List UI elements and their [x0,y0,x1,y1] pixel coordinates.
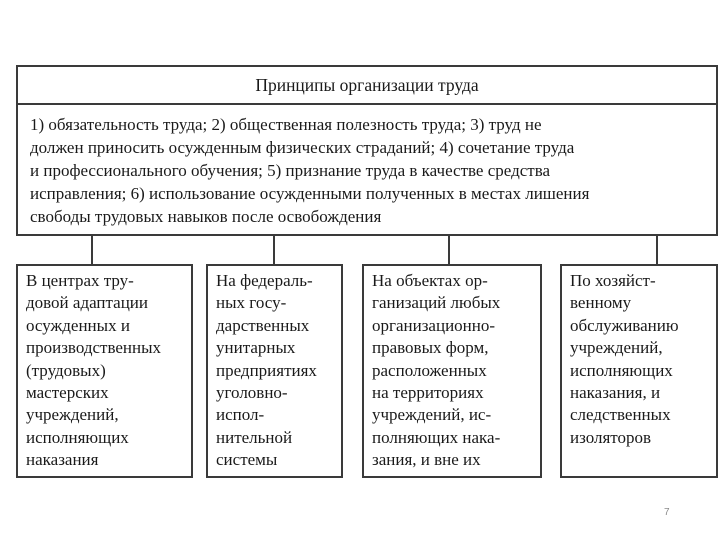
connector-line-1 [91,236,93,264]
child-box-federal-enterprises: На федераль- ных госу- дарственных унитарных предприятиях уголовно- испол- нительной системы [206,264,343,478]
page-number: 7 [664,507,670,518]
child-box-labor-adaptation-centers: В центрах тру- довой адаптации осужденных и производственных (трудовых) мастерских учреждений, исполняющих наказания [16,264,193,478]
child-box-organization-sites: На объектах ор- ганизаций любых организационно- правовых форм, расположенных на территориях учреждений, ис- полняющих нака- зания, и вне их [362,264,542,478]
connector-line-3 [448,236,450,264]
principles-list: 1) обязательность труда; 2) общественная полезность труда; 3) труд не должен приносить осужденным физических страданий; 4) сочетание труда и профессионального обучения; 5) признание труда в качестве средства исправления; 6) использование осужденными полученных в местах лишения свободы трудовых навыков после освобождения [30,115,590,226]
connector-line-2 [273,236,275,264]
diagram-title: Принципы организации труда [18,67,716,105]
principles-box [16,65,718,236]
child-box-household-maintenance: По хозяйст- венному обслуживанию учреждений, исполняющих наказания, и следственных изоляторов [560,264,718,478]
connector-line-4 [656,236,658,264]
